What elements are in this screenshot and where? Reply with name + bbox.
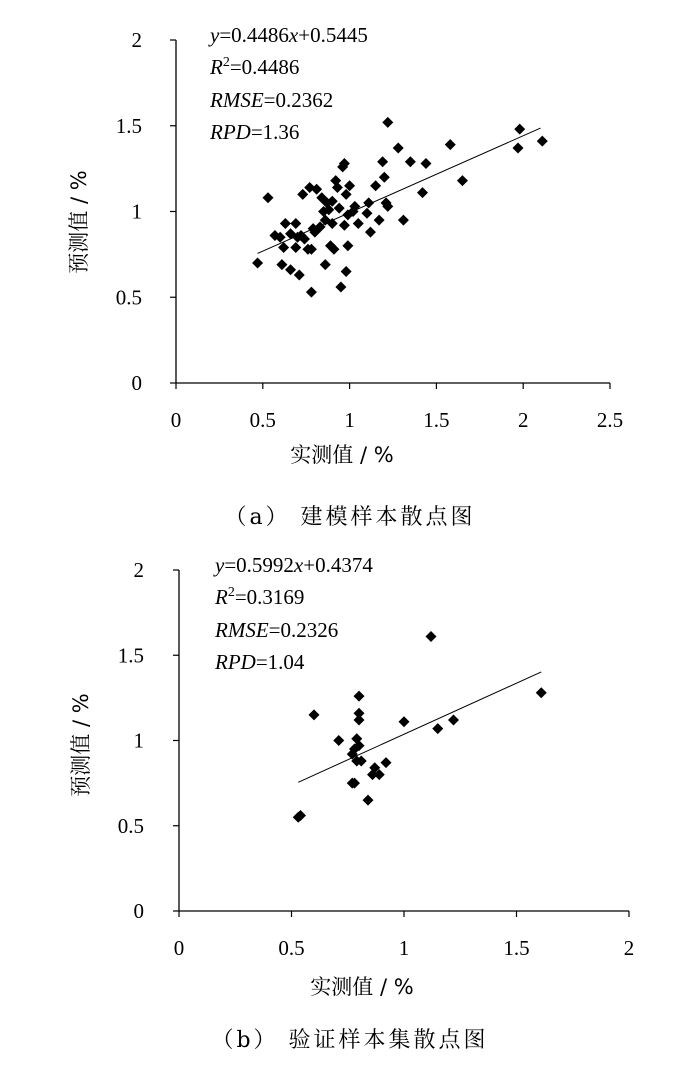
chart-b-data-point — [448, 715, 459, 726]
chart-b-rmse: RMSE=0.2326 — [215, 618, 339, 642]
chart-b-data-point — [354, 691, 365, 702]
chart-a-data-point — [294, 269, 305, 280]
chart-a-data-point — [374, 215, 385, 226]
chart-b-data-point — [381, 757, 392, 768]
chart-b-x-tick-label: 0 — [173, 936, 185, 960]
chart-b-data-point — [432, 723, 443, 734]
chart-b-fit-line — [298, 672, 541, 782]
chart-a-data-point — [512, 143, 523, 154]
chart-b-caption: （b） 验证样本集散点图 — [211, 1028, 489, 1053]
chart-a-data-point — [285, 264, 296, 275]
chart-a-data-point — [353, 218, 364, 229]
chart-a-data-point — [370, 180, 381, 191]
chart-a-data-point — [290, 242, 301, 253]
chart-b-y-tick-label: 1.5 — [117, 643, 144, 668]
chart-a-data-point — [417, 187, 428, 198]
chart-b-data-point — [333, 735, 344, 746]
chart-b-x-tick-label: 2 — [623, 936, 635, 960]
chart-b-y-tick-label: 2 — [133, 558, 144, 582]
chart-a-data-point — [297, 189, 308, 200]
chart-a — [67, 23, 623, 530]
chart-b-y-tick-label: 0.5 — [117, 813, 144, 838]
chart-a-caption: （a） 建模样本散点图 — [224, 505, 476, 530]
chart-a-data-point — [398, 215, 409, 226]
chart-b-equation: y=0.5992x+0.4374 — [215, 553, 373, 577]
chart-a-data-point — [379, 172, 390, 183]
chart-b-data-point — [363, 795, 374, 806]
chart-a-data-point — [363, 197, 374, 208]
chart-a-data-point — [514, 124, 525, 135]
chart-b-x-tick-label: 1.5 — [503, 936, 530, 960]
chart-a-data-point — [276, 259, 287, 270]
chart-a-x-tick-label: 1 — [344, 408, 355, 432]
chart-b-y-tick-label: 0 — [133, 899, 144, 923]
chart-a-data-point — [339, 220, 350, 231]
chart-b-x-label: 实测值 / % — [310, 975, 414, 999]
chart-a-data-point — [365, 227, 376, 238]
chart-a-y-ticks — [116, 28, 176, 395]
chart-a-data-point — [290, 218, 301, 229]
chart-a-rmse: RMSE=0.2362 — [210, 88, 334, 112]
chart-a-y-tick-label: 0.5 — [115, 285, 142, 310]
chart-a-y-tick-label: 1 — [131, 199, 142, 224]
chart-b-y-ticks — [118, 558, 179, 923]
chart-a-x-tick-label: 2 — [517, 408, 529, 432]
chart-a-x-ticks — [171, 383, 623, 432]
chart-b-rpd: RPD=1.04 — [215, 650, 305, 674]
chart-b-data-point — [354, 715, 365, 726]
chart-a-data-point — [420, 158, 431, 169]
chart-b-x-tick-label: 0.5 — [278, 936, 305, 960]
chart-a-data-point — [405, 156, 416, 167]
chart-a-y-tick-label: 0 — [131, 371, 142, 395]
chart-a-y-tick-label: 1.5 — [115, 113, 142, 138]
chart-a-data-point — [306, 287, 317, 298]
chart-b — [69, 553, 634, 1053]
chart-a-data-point — [334, 203, 345, 214]
chart-b-data-point — [309, 709, 320, 720]
chart-a-data-point — [252, 257, 263, 268]
chart-a-rpd: RPD=1.36 — [210, 120, 300, 144]
chart-a-data-point — [537, 136, 548, 147]
chart-a-x-tick-label: 2.5 — [596, 408, 624, 432]
chart-a-data-point — [263, 192, 274, 203]
chart-a-x-label: 实测值 / % — [290, 443, 394, 467]
chart-b-data-point — [536, 687, 547, 698]
chart-a-data-point — [445, 139, 456, 150]
chart-a-data-point — [457, 175, 468, 186]
chart-a-data-point — [320, 259, 331, 270]
chart-a-data-point — [341, 266, 352, 277]
chart-a-data-point — [377, 156, 388, 167]
chart-b-y-label: 预测值 / % — [69, 693, 93, 797]
chart-a-y-tick-label: 2 — [131, 28, 142, 52]
chart-a-x-tick-label: 0 — [170, 408, 182, 432]
chart-b-data-point — [426, 631, 437, 642]
chart-b-x-ticks — [174, 911, 635, 960]
chart-a-data-point — [361, 208, 372, 219]
chart-b-x-tick-label: 1 — [398, 936, 410, 960]
chart-a-data-point — [280, 218, 291, 229]
chart-a-data-point — [382, 117, 393, 128]
chart-b-r2: $R^2=0.3169$ — [215, 585, 305, 609]
chart-a-data-point — [342, 240, 353, 251]
chart-a-r2: $R^2=0.4486$ — [210, 55, 300, 79]
chart-a-data-point — [335, 281, 346, 292]
chart-a-x-tick-label: 0.5 — [249, 408, 276, 432]
chart-a-data-point — [393, 143, 404, 154]
chart-b-y-tick-label: 1 — [133, 728, 144, 753]
chart-a-x-tick-label: 1.5 — [423, 408, 450, 432]
chart-a-equation: y=0.4486x+0.5445 — [210, 23, 368, 47]
chart-b-data-point — [399, 716, 410, 727]
chart-b-fit-line-group — [298, 672, 541, 782]
chart-a-y-label: 预测值 / % — [67, 170, 91, 274]
